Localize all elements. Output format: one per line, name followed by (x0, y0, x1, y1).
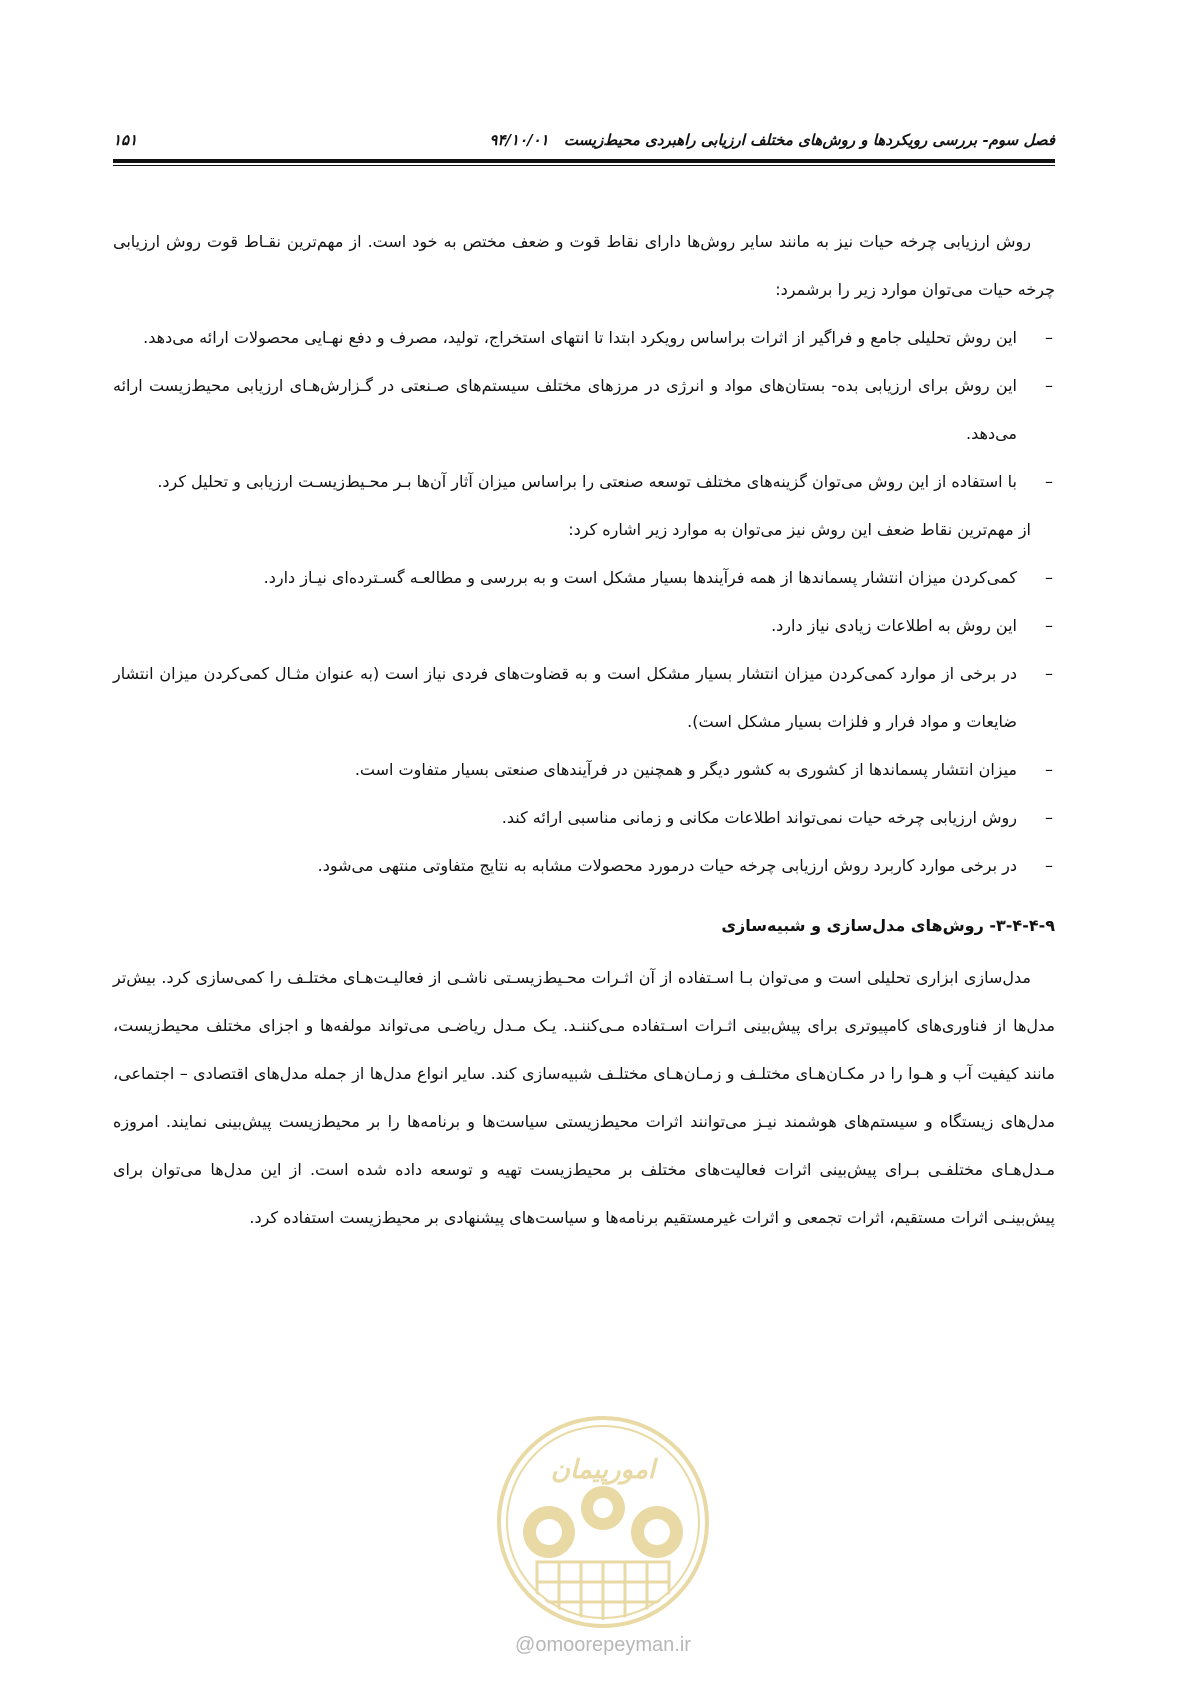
dash-bullet: – (1045, 616, 1053, 635)
strengths-list (113, 314, 1055, 506)
list-item-text: روش ارزیابی چرخه حیات نمی‌تواند اطلاعات مکانی و زمانی مناسبی ارائه کند. (501, 808, 1017, 827)
dash-bullet: – (1045, 472, 1053, 491)
weakness-intro: از مهم‌ترین نقاط ضعف این روش نیز می‌توان به موارد زیر اشاره کرد: (568, 520, 1031, 539)
dash-bullet: – (1045, 856, 1053, 875)
list-item-text: با استفاده از این روش می‌توان گزینه‌های مختلف توسعه صنعتی را براساس میزان آثار آن‌ها بـر محـیط‌زیسـت ارزیابی و تحلیل کرد. (157, 472, 1017, 491)
section-heading: ۳-۴-۴-۹- روش‌های مدل‌سازی و شبیه‌سازی (721, 916, 1055, 935)
dash-bullet: – (1045, 568, 1053, 587)
seal-lettering: امورپیمان (550, 1455, 656, 1485)
list-item-text: این روش برای ارزیابی بده- بستان‌های مواد و انرژی در مرزهای مختلف سیستم‌های صـنعتی در گـزارش‌هـای ارزیابی محیط‌زیست ارائه می‌دهد. (113, 376, 1017, 443)
list-item (113, 602, 1055, 650)
weaknesses-list (113, 554, 1055, 890)
dash-bullet: – (1045, 328, 1053, 347)
list-item-text: میزان انتشار پسماندها از کشوری به کشور دیگر و همچنین در فرآیندهای صنعتی بسیار متفاوت است. (354, 760, 1017, 779)
list-item-text: در برخی از موارد کمی‌کردن میزان انتشار بسیار مشکل است و به قضاوت‌های فردی نیاز است (به عنوان مثـال کمی‌کردن میزان انتشار ضایعات و مواد فرار و فلزات بسیار مشکل است). (113, 664, 1017, 731)
list-item (113, 650, 1055, 746)
dash-bullet: – (1045, 760, 1053, 779)
list-item (113, 842, 1055, 890)
dash-bullet: – (1045, 664, 1053, 683)
body-text (113, 218, 1055, 1242)
seal-logo (493, 1412, 713, 1632)
list-item-text: این روش به اطلاعات زیادی نیاز دارد. (771, 616, 1017, 635)
list-item (113, 362, 1055, 458)
header-date: ۹۴/۱۰/۰۱ (489, 131, 549, 149)
list-item (113, 458, 1055, 506)
list-item (113, 554, 1055, 602)
watermark-url: @omoorepeyman.ir (515, 1634, 691, 1656)
list-item-text: این روش تحلیلی جامع و فراگیر از اثرات براساس رویکرد ابتدا تا انتهای استخراج، تولید، مصرف و دفع نهـایی محصولات ارائه می‌دهد. (143, 328, 1017, 347)
page-number: ۱۵۱ (113, 131, 138, 149)
list-item (113, 314, 1055, 362)
header-rule-thick (113, 159, 1055, 163)
list-item-text: کمی‌کردن میزان انتشار پسماندها از همه فرآیندها بسیار مشکل است و به بررسی و مطالعـه گسـترده‌ای نیـاز دارد. (263, 568, 1017, 587)
running-title (489, 128, 1055, 152)
dash-bullet: – (1045, 808, 1053, 827)
intro-paragraph: روش ارزیابی چرخه حیات نیز به مانند سایر روش‌ها دارای نقاط قوت و ضعف مختص به خود است. از مهم‌ترین نقـاط قوت روش ارزیابی چرخه حیات می‌توان موارد زیر را برشمرد: (113, 232, 1055, 299)
list-item-text: در برخی موارد کاربرد روش ارزیابی چرخه حیات درمورد محصولات مشابه به نتایج متفاوتی منتهی می‌شود. (317, 856, 1017, 875)
section-paragraph: مدل‌سازی ابزاری تحلیلی است و می‌توان بـا اسـتفاده از آن اثـرات محـیط‌زیسـتی ناشـی از فعالیـت‌هـای مختلـف را کمی‌سازی کرد. بیش‌تر مدل‌ها از فناوری‌های کامپیوتری برای پیش‌بینی اثـرات اسـتفاده مـی‌کننـد. یـک مـدل ریاضـی می‌تواند مولفه‌ها و اجزای مختلف محیط‌زیست، مانند کیفیت آب و هـوا را در مکـان‌هـای مختلـف و زمـان‌هـای مختلـف شبیه‌سازی کند. سایر انواع مدل‌ها از جمله مدل‌های اقتصادی – اجتماعی، مدل‌های زیستگاه و سیستم‌های هوشمند نیـز می‌توانند اثرات محیط‌زیستی سیاست‌ها و برنامه‌ها را بر محیط‌زیست پیش‌بینی نمایند. امروزه مـدل‌هـای مختلفـی بـرای پیش‌بینی اثرات فعالیت‌های مختلف بر محیط‌زیست تهیه و توسعه داده شده است. از این مدل‌ها می‌توان برای پیش‌بینـی اثرات مستقیم، اثرات تجمعی و اثرات غیرمستقیم برنامه‌ها و سیاست‌های پیشنهادی بر محیط‌زیست استفاده کرد. (113, 968, 1055, 1227)
header-rule-thin (113, 165, 1055, 166)
list-item (113, 794, 1055, 842)
chapter-title: فصل سوم- بررسی رویکردها و روش‌های مختلف ارزیابی راهبردی محیط‌زیست (563, 131, 1055, 149)
dash-bullet: – (1045, 376, 1053, 395)
gear-icon (523, 1486, 683, 1558)
page-header (113, 128, 1055, 152)
list-item (113, 746, 1055, 794)
